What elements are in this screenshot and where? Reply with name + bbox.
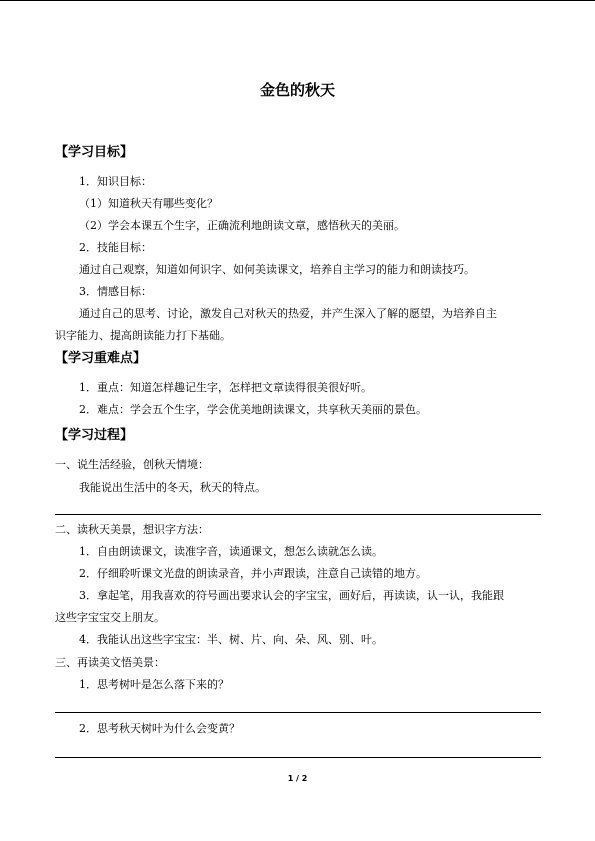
process-line: 2．仔细聆听课文光盘的朗读录音，并小声跟读，注意自己读错的地方。	[79, 567, 427, 580]
answer-line	[55, 757, 541, 758]
goals-line: （1）知道秋天有哪些变化？	[79, 197, 218, 210]
page-title: 金色的秋天	[259, 81, 335, 99]
process-line: 1．自由朗读课文，读准字音，读通课文，想怎么读就怎么读。	[79, 545, 383, 558]
process-line: 4．我能认出这些字宝宝：半、树、片、向、朵、风、别、叶。	[79, 633, 383, 646]
process-line: 1．思考树叶是怎么落下来的？	[79, 678, 229, 691]
process-line: 二、读秋天美景，想识字方法：	[55, 523, 209, 536]
page-number: 1 / 2	[287, 774, 308, 783]
section-heading-goals: 【学习目标】	[55, 145, 134, 160]
process-line: 一、说生活经验，创秋天情境：	[55, 458, 209, 471]
goals-line: 1．知识目标：	[79, 175, 152, 188]
answer-line	[55, 712, 541, 713]
goals-line: 识字能力、提高朗读能力打下基础。	[55, 329, 231, 342]
process-line: 2．思考秋天树叶为什么会变黄？	[79, 722, 240, 735]
process-line: 我能说出生活中的冬天，秋天的特点。	[79, 481, 266, 494]
goals-line: 通过自己观察，知道如何识字、如何美读课文，培养自主学习的能力和朗读技巧。	[79, 263, 475, 276]
goals-line: 2．技能目标：	[79, 241, 152, 254]
process-line: 这些字宝宝交上朋友。	[55, 611, 165, 624]
goals-line: 3．情感目标：	[79, 285, 152, 298]
key-points-line: 2．难点：学会五个生字，学会优美地朗读课文，共享秋天美丽的景色。	[79, 403, 427, 416]
process-line: 三、再读美文悟美景：	[55, 656, 165, 669]
goals-line: 通过自己的思考、讨论，激发自己对秋天的热爱，并产生深入了解的愿望，为培养自主	[79, 307, 497, 320]
process-line: 3．拿起笔，用我喜欢的符号画出要求认会的字宝宝，画好后，再读读，认一认，我能跟	[79, 589, 504, 602]
section-heading-key-points: 【学习重难点】	[55, 351, 147, 366]
top-rule	[0, 0, 595, 1]
answer-line	[55, 514, 541, 515]
key-points-line: 1．重点：知道怎样趣记生字，怎样把文章读得很美很好听。	[79, 381, 372, 394]
section-heading-process: 【学习过程】	[55, 428, 134, 443]
goals-line: （2）学会本课五个生字，正确流利地朗读文章，感悟秋天的美丽。	[79, 219, 405, 232]
